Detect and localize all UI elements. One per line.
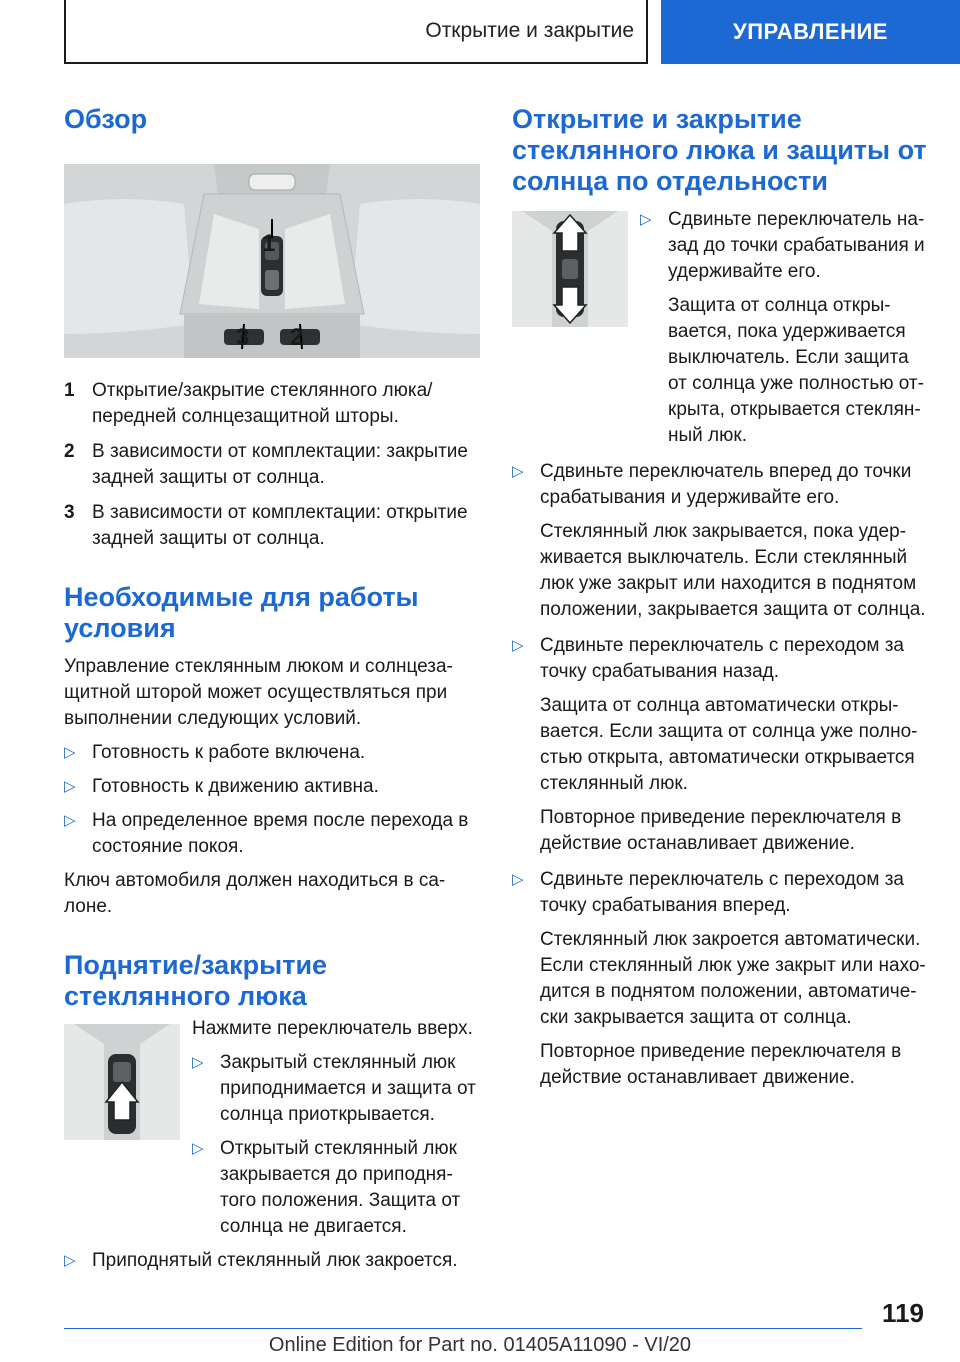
legend-text: В зависимости от комплектации: закрытие задней защиты от солнца. [92, 441, 468, 488]
triangle-right-icon: ▷ [512, 871, 524, 888]
triangle-right-icon: ▷ [640, 211, 652, 228]
header-chapter [661, 0, 960, 64]
left-column [64, 95, 480, 1274]
legend-item [64, 439, 480, 491]
triangle-right-icon: ▷ [64, 1252, 76, 1269]
header-chapter-title: УПРАВЛЕНИЕ [733, 19, 888, 44]
overview-legend [64, 378, 480, 552]
conditions-note: Ключ автомобиля должен находиться в са-лоне. [64, 870, 446, 917]
legend-number: 1 [64, 380, 75, 401]
switch-up-illustration [64, 1024, 180, 1140]
triangle-right-icon: ▷ [512, 637, 524, 654]
conditions-intro: Управление стеклянным люком и солнцеза-щитной шторой может осуществляться при выполнении следующих условий. [64, 656, 453, 729]
list-item-text: Приподнятый стеклянный люк закроется. [92, 1250, 458, 1271]
separate-first-block [512, 211, 932, 449]
list-item [640, 207, 932, 449]
lift-block [64, 1018, 480, 1240]
header-section [64, 0, 648, 64]
list-item-text: Закрытый стеклянный люк приподнимается и защита от солнца приоткрывается. [220, 1052, 476, 1125]
triangle-right-icon: ▷ [192, 1054, 204, 1071]
switch-up-image [64, 1024, 180, 1140]
list-item-text: Сдвиньте переключатель на-зад до точки срабатывания и удерживайте его. [668, 209, 925, 282]
legend-item [64, 500, 480, 552]
legend-item [64, 378, 480, 430]
page-number: 119 [882, 1298, 924, 1328]
switch-back-image [512, 211, 628, 327]
list-item-text: Стеклянный люк закроется автоматически. Если стеклянный люк уже закрыт или нахо-дится в поднятом положении, автоматиче-ски закрывается защита от солнца. [540, 929, 926, 1028]
legend-number: 3 [64, 502, 75, 523]
list-item-text: Защита от солнца автоматически откры-вается. Если защита от солнца уже полно-стью открыта, автоматически открывается стеклянный люк. [540, 695, 918, 794]
legend-number: 2 [64, 441, 75, 462]
list-item-text: На определенное время после перехода в состояние покоя. [92, 810, 469, 857]
list-item-text: Сдвиньте переключатель с переходом за точку срабатывания назад. [540, 635, 904, 682]
list-item [512, 867, 932, 1091]
list-item [512, 633, 932, 857]
lift-text [192, 1018, 480, 1240]
list-item-text: Сдвиньте переключатель с переходом за точку срабатывания вперед. [540, 869, 904, 916]
footer-divider [64, 1328, 862, 1329]
overhead-console-image [64, 164, 480, 358]
list-item-text: Открытый стеклянный люк закрывается до приподня-того положения. Защита от солнца не двигается. [220, 1138, 461, 1237]
figure-label-1: 1 [262, 230, 276, 257]
figure-label-2: 2 [290, 324, 304, 351]
list-item-text: Повторное приведение переключателя в действие останавливает движение. [540, 807, 902, 854]
overview-heading: Обзор [64, 104, 148, 134]
list-item [64, 808, 480, 860]
triangle-right-icon: ▷ [64, 778, 76, 795]
triangle-right-icon: ▷ [64, 744, 76, 761]
list-item-text: Повторное приведение переключателя в действие останавливает движение. [540, 1041, 902, 1088]
lift-lead: Нажмите переключатель вверх. [192, 1018, 473, 1039]
overhead-console-illustration [64, 164, 480, 358]
list-item-text: Сдвиньте переключатель вперед до точки срабатывания и удерживайте его. [540, 461, 912, 508]
triangle-right-icon: ▷ [192, 1140, 204, 1157]
triangle-right-icon: ▷ [512, 463, 524, 480]
list-item-text: Готовность к движению активна. [92, 776, 379, 797]
list-item [64, 1248, 480, 1274]
list-item-text: Защита от солнца откры-вается, пока удерживается выключатель. Если защита от солнца уже полностью от-крыта, открывается стеклян-ный люк. [668, 295, 924, 446]
triangle-right-icon: ▷ [64, 812, 76, 829]
legend-text: Открытие/закрытие стеклянного люка/передней солнцезащитной шторы. [92, 380, 433, 427]
list-item-text: Готовность к работе включена. [92, 742, 366, 763]
edition-text: Online Edition for Part no. 01405A11090 - VI/20 [268, 1334, 692, 1356]
switch-back-illustration [512, 211, 628, 327]
figure-label-3: 3 [236, 324, 250, 351]
header-section-title: Открытие и закрытие [425, 19, 634, 42]
list-item [64, 774, 480, 800]
list-item [64, 740, 480, 766]
separate-heading: Открытие и закрытие стеклянного люка и защиты от солнца по отдельности [512, 104, 927, 196]
list-item [192, 1136, 480, 1240]
conditions-list [64, 740, 480, 860]
list-item [192, 1050, 480, 1128]
conditions-heading: Необходимые для работы условия [64, 582, 419, 643]
list-item-text: Стеклянный люк закрывается, пока удер-живается выключатель. Если стеклянный люк уже закрыт или находится в поднятом положении, закрывается защита от солнца. [540, 521, 926, 620]
right-column [512, 95, 932, 1091]
legend-text: В зависимости от комплектации: открытие задней защиты от солнца. [92, 502, 468, 549]
lift-heading: Поднятие/закрытие стеклянного люка [64, 950, 328, 1011]
list-item [512, 459, 932, 623]
